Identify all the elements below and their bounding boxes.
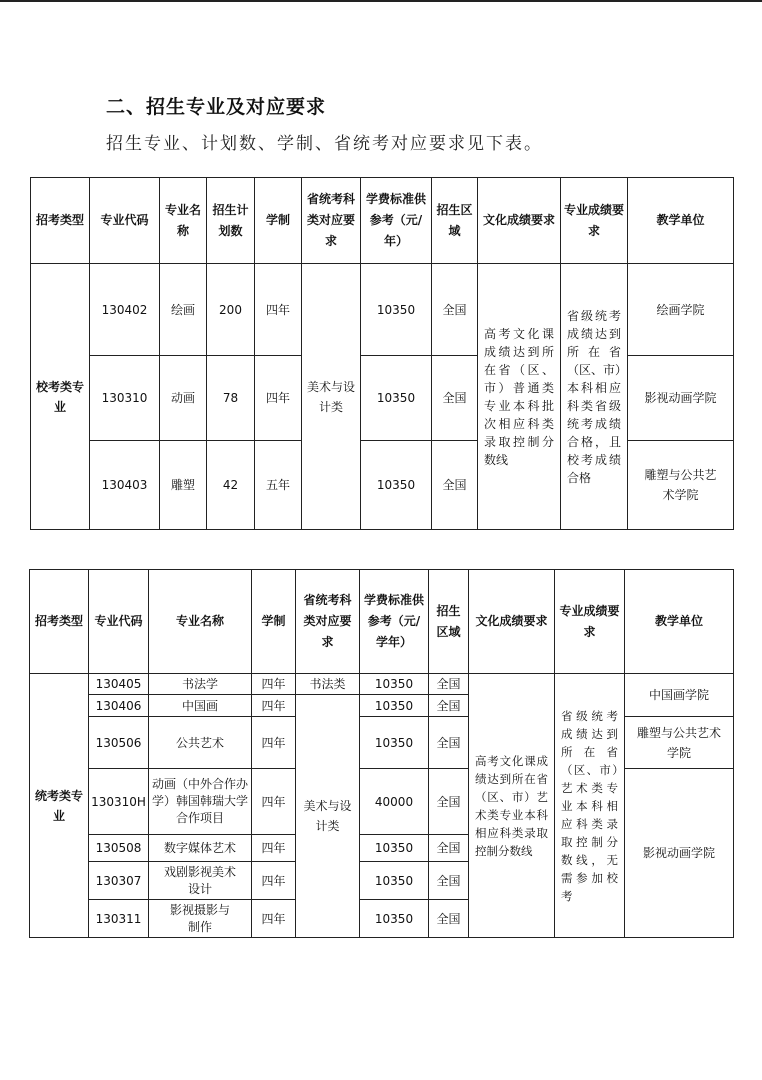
major-req-cell: 省级统考成绩达到所在省（区、市）艺术类专业本科相应科类录取控制分数线，无需参加校考	[555, 674, 625, 938]
region-cell: 全国	[432, 441, 478, 530]
fee-cell: 10350	[361, 356, 432, 441]
header-cell: 招考类型	[30, 570, 89, 674]
years-cell: 四年	[252, 769, 296, 835]
table-row	[30, 769, 734, 835]
header-cell: 学制	[252, 570, 296, 674]
code-cell: 130405	[89, 674, 149, 695]
fee-cell: 10350	[361, 441, 432, 530]
header-cell: 文化成绩要求	[469, 570, 555, 674]
region-cell: 全国	[429, 674, 469, 695]
table-row	[30, 674, 734, 695]
region-cell: 全国	[429, 695, 469, 717]
code-cell: 130406	[89, 695, 149, 717]
unit-cell: 绘画学院	[628, 264, 734, 356]
header-cell: 专业代码	[89, 570, 149, 674]
header-cell: 招生区域	[429, 570, 469, 674]
header-cell: 专业成绩要求	[555, 570, 625, 674]
code-cell: 130403	[90, 441, 160, 530]
table-row	[31, 264, 734, 356]
category-cell: 统考类专业	[30, 674, 89, 938]
unit-cell: 影视动画学院	[628, 356, 734, 441]
fee-cell: 40000	[360, 769, 429, 835]
table-header-row	[30, 570, 734, 674]
table-row	[31, 441, 734, 530]
name-cell: 动画（中外合作办学）韩国韩瑞大学合作项目	[149, 769, 252, 835]
name-cell: 影视摄影与制作	[149, 900, 252, 938]
culture-req-cell: 高考文化课成绩达到所在省（区、市）普通类专业本科批次相应科类录取控制分数线	[478, 264, 561, 530]
unit-cell: 雕塑与公共艺术学院	[628, 441, 734, 530]
name-cell: 中国画	[149, 695, 252, 717]
years-cell: 四年	[252, 900, 296, 938]
name-cell: 动画	[160, 356, 207, 441]
fee-cell: 10350	[360, 695, 429, 717]
header-cell: 专业成绩要求	[561, 178, 628, 264]
region-cell: 全国	[432, 264, 478, 356]
years-cell: 四年	[252, 695, 296, 717]
fee-cell: 10350	[360, 835, 429, 862]
header-cell: 专业名称	[160, 178, 207, 264]
years-cell: 四年	[252, 674, 296, 695]
subject-req-cell: 美术与设计类	[296, 695, 360, 938]
unit-cell: 中国画学院	[625, 674, 734, 717]
fee-cell: 10350	[360, 900, 429, 938]
name-cell: 绘画	[160, 264, 207, 356]
region-cell: 全国	[429, 835, 469, 862]
culture-req-cell: 高考文化课成绩达到所在省（区、市）艺术类专业本科相应科类录取控制分数线	[469, 674, 555, 938]
header-cell: 学费标准供参考（元/年）	[361, 178, 432, 264]
name-cell: 书法学	[149, 674, 252, 695]
region-cell: 全国	[429, 717, 469, 769]
years-cell: 四年	[255, 264, 302, 356]
unit-cell: 雕塑与公共艺术学院	[625, 717, 734, 769]
code-cell: 130402	[90, 264, 160, 356]
fee-cell: 10350	[361, 264, 432, 356]
unified-exam-table	[29, 569, 734, 938]
years-cell: 四年	[255, 356, 302, 441]
name-cell: 数字媒体艺术	[149, 835, 252, 862]
years-cell: 四年	[252, 835, 296, 862]
header-cell: 招考类型	[31, 178, 90, 264]
unit-cell: 影视动画学院	[625, 769, 734, 938]
table-row	[31, 356, 734, 441]
code-cell: 130311	[89, 900, 149, 938]
years-cell: 五年	[255, 441, 302, 530]
plan-cell: 200	[207, 264, 255, 356]
header-cell: 省统考科类对应要求	[296, 570, 360, 674]
code-cell: 130307	[89, 862, 149, 900]
subject-req-cell: 书法类	[296, 674, 360, 695]
code-cell: 130506	[89, 717, 149, 769]
header-cell: 学制	[255, 178, 302, 264]
header-cell: 文化成绩要求	[478, 178, 561, 264]
header-cell: 专业名称	[149, 570, 252, 674]
region-cell: 全国	[429, 862, 469, 900]
name-cell: 戏剧影视美术设计	[149, 862, 252, 900]
section-title: 二、招生专业及对应要求	[106, 96, 327, 118]
years-cell: 四年	[252, 862, 296, 900]
code-cell: 130508	[89, 835, 149, 862]
header-cell: 教学单位	[625, 570, 734, 674]
region-cell: 全国	[432, 356, 478, 441]
intro-text: 招生专业、计划数、学制、省统考对应要求见下表。	[106, 134, 543, 154]
code-cell: 130310H	[89, 769, 149, 835]
header-cell: 招生计划数	[207, 178, 255, 264]
plan-cell: 42	[207, 441, 255, 530]
fee-cell: 10350	[360, 862, 429, 900]
plan-cell: 78	[207, 356, 255, 441]
region-cell: 全国	[429, 900, 469, 938]
header-cell: 招生区域	[432, 178, 478, 264]
fee-cell: 10350	[360, 674, 429, 695]
region-cell: 全国	[429, 769, 469, 835]
table-header-row	[31, 178, 734, 264]
fee-cell: 10350	[360, 717, 429, 769]
category-cell: 校考类专业	[31, 264, 90, 530]
page-top-border	[0, 0, 762, 2]
name-cell: 雕塑	[160, 441, 207, 530]
header-cell: 学费标准供参考（元/学年）	[360, 570, 429, 674]
header-cell: 教学单位	[628, 178, 734, 264]
school-exam-table	[30, 177, 734, 530]
code-cell: 130310	[90, 356, 160, 441]
major-req-cell: 省级统考成绩达到所在省（区、市）本科相应科类省级统考成绩合格，且校考成绩合格	[561, 264, 628, 530]
header-cell: 省统考科类对应要求	[302, 178, 361, 264]
subject-req-cell: 美术与设计类	[302, 264, 361, 530]
header-cell: 专业代码	[90, 178, 160, 264]
years-cell: 四年	[252, 717, 296, 769]
table-row	[30, 717, 734, 769]
name-cell: 公共艺术	[149, 717, 252, 769]
